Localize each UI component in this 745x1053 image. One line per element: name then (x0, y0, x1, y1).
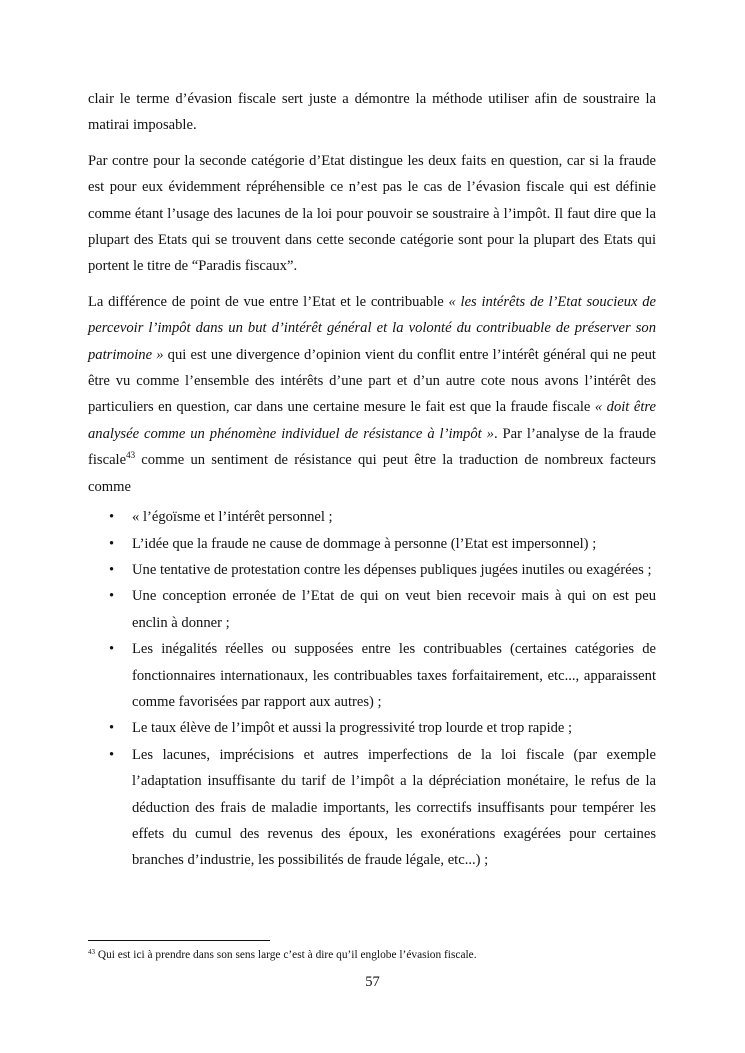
footnote-number: 43 (88, 948, 95, 956)
list-item (88, 742, 656, 874)
paragraph-3-text-a: La différence de point de vue entre l’Etat et le contribuable (88, 293, 449, 310)
paragraph-1: clair le terme d’évasion fiscale sert juste a démontre la méthode utiliser afin de soustraire la matirai imposable. (88, 91, 656, 134)
page-number: 57 (365, 974, 380, 990)
list-item (88, 583, 656, 636)
list-item-text: Une tentative de protestation contre les dépenses publiques jugées inutiles ou exagérées ; (132, 561, 652, 578)
quote-1: « les intérêts de l’Etat soucieux de percevoir l’impôt dans un but d’intérêt général et la volonté du contribuable de préserver son patrimoine » (88, 293, 656, 363)
paragraph-3-text-e: . Par l’analyse de la fraude fiscale (88, 425, 656, 469)
footnote-ref[interactable]: 43 (126, 450, 136, 461)
list-item-text: Les inégalités réelles ou supposées entre les contribuables (certaines catégories de fonctionnaires internationaux, les contribuables taxes forfaitairement, etc..., apparaissent comme favorisées par rapport aux autres) ; (132, 641, 656, 710)
bullet-icon: • (109, 720, 115, 737)
paragraph-3 (88, 289, 656, 500)
paragraph-3-text-f: comme un sentiment de résistance qui peut être la traduction de nombreux facteurs comme (88, 452, 656, 495)
footnote-separator (88, 940, 270, 941)
list-item-text: « l’égoïsme et l’intérêt personnel ; (132, 509, 333, 526)
bullet-icon: • (109, 641, 115, 658)
footnote (88, 947, 656, 963)
list-item (88, 504, 656, 530)
paragraph-3-text-c: qui est une divergence d’opinion vient du conflit entre l’intérêt général qui ne peut être vu comme l’ensemble des intérêts d’une part et d’un autre cote nous avons l’intérêt des particuliers en question, car dans une certaine mesure le fait est que la fraude fiscale (88, 346, 656, 416)
paragraph-2: Par contre pour la seconde catégorie d’Etat distingue les deux faits en question, car si la fraude est pour eux évidemment répréhensible ce n’est pas le cas de l’évasion fiscale qui est définie comme étant l’usage des lacunes de la loi pour pouvoir se soustraire à l’impôt. Il faut dire que la plupart des Etats qui se trouvent dans cette seconde catégorie sont pour la plupart des Etats qui portent le titre de “Paradis fiscaux”. (88, 152, 656, 275)
factor-list (88, 504, 656, 874)
list-item-text: Le taux élève de l’impôt et aussi la progressivité trop lourde et trop rapide ; (132, 720, 573, 737)
bullet-icon: • (109, 509, 115, 526)
page-body (88, 86, 656, 874)
quote-2: « doit être analysée comme un phénomène individuel de résistance à l’impôt » (88, 399, 656, 442)
list-item (88, 715, 656, 741)
list-item (88, 531, 656, 557)
bullet-icon: • (109, 561, 115, 578)
list-item-text: Une conception erronée de l’Etat de qui on veut bien recevoir mais à qui on est peu enclin à donner ; (132, 588, 656, 631)
list-item (88, 636, 656, 715)
footnote-text: Qui est ici à prendre dans son sens large c’est à dire qu’il englobe l’évasion fiscale. (95, 949, 477, 961)
list-item-text: L’idée que la fraude ne cause de dommage à personne (l’Etat est impersonnel) ; (132, 535, 597, 552)
list-item-text: Les lacunes, imprécisions et autres imperfections de la loi fiscale (par exemple l’adaptation insuffisante du tarif de l’impôt a la dépréciation monétaire, le refus de la déduction des frais de maladie importants, les correctifs insuffisants pour tempérer les effets du cumul des revenus des époux, les exonérations exagérées pour certaines branches d’industrie, les possibilités de fraude légale, etc...) ; (132, 746, 656, 869)
bullet-icon: • (109, 535, 115, 552)
list-item (88, 557, 656, 583)
bullet-icon: • (109, 746, 115, 763)
bullet-icon: • (109, 588, 115, 605)
